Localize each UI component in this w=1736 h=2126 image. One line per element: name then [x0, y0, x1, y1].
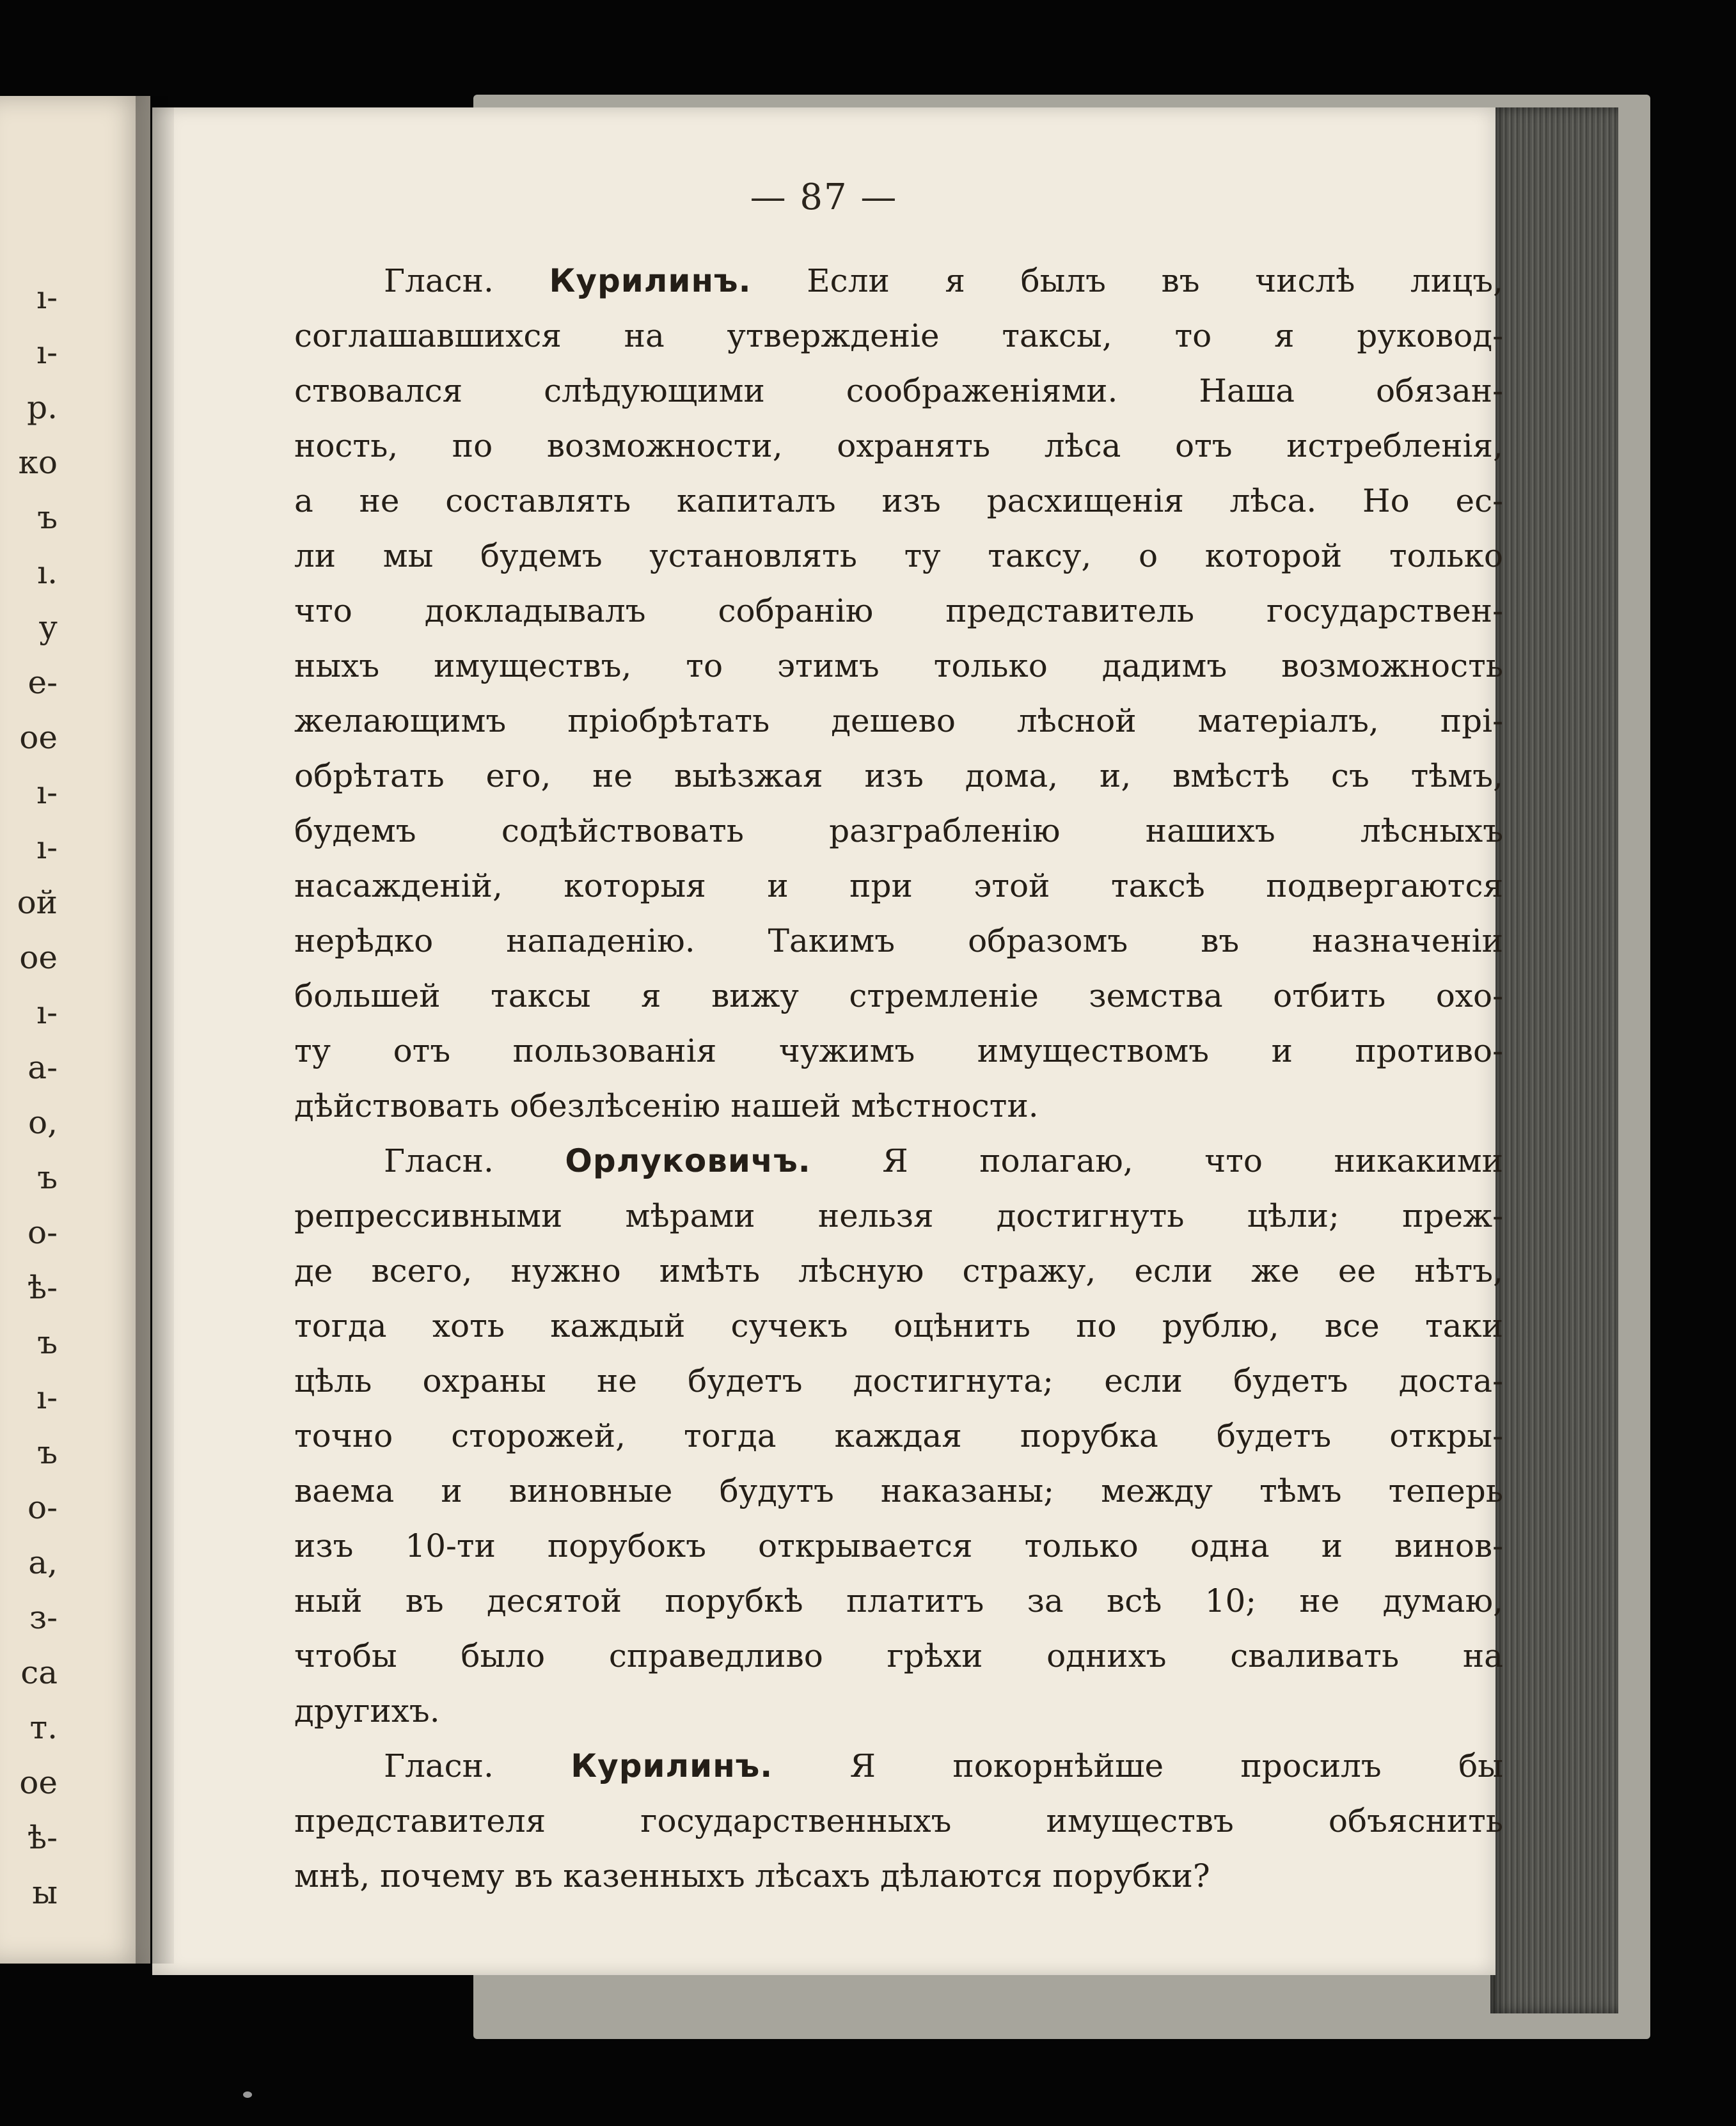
- speaker-name: Курилинъ.: [571, 1747, 773, 1784]
- previous-page-fragment: ъ: [37, 1159, 58, 1196]
- text-line: нерѣдко нападенію. Такимъ образомъ въ назначеніи: [294, 922, 1503, 959]
- previous-page-fragment: ı-: [36, 994, 58, 1031]
- text-line: представителя государственныхъ имуществъ объяснить: [294, 1802, 1503, 1839]
- previous-page-fragment: о-: [28, 1489, 58, 1526]
- previous-page-fragment: ко: [18, 444, 58, 481]
- text-line: изъ 10-ти порубокъ открывается только одна и винов-: [294, 1527, 1503, 1564]
- previous-page-fragment: ъ: [37, 1434, 58, 1471]
- paragraph: [294, 253, 1503, 1133]
- speaker-name: Орлуковичъ.: [565, 1142, 811, 1179]
- text-line: большей таксы я вижу стремленіе земства отбить охо-: [294, 977, 1503, 1014]
- paragraph: [294, 1738, 1503, 1903]
- page-edges: [1490, 107, 1618, 2013]
- text-line: ствовался слѣдующими соображеніями. Наша обязан-: [294, 372, 1503, 409]
- text-line: а не составлять капиталъ изъ расхищенія лѣса. Но ес-: [294, 482, 1503, 519]
- previous-page-fragment: о-: [28, 1214, 58, 1251]
- page-body: [294, 253, 1503, 1903]
- text-line: ваема и виновные будутъ наказаны; между тѣмъ теперь: [294, 1472, 1503, 1509]
- previous-page-fragment: ı.: [37, 554, 58, 591]
- previous-page-fragment: ъ: [37, 499, 58, 536]
- speaker-title: Гласн.: [384, 1142, 494, 1179]
- previous-page-fragment: ı-: [36, 829, 58, 866]
- speaker-title: Гласн.: [384, 262, 494, 299]
- previous-page-fragment: а-: [28, 1049, 58, 1086]
- text-line: мнѣ, почему въ казенныхъ лѣсахъ дѣлаются порубки?: [294, 1857, 1210, 1894]
- text-line: [294, 1738, 1503, 1793]
- speaker-title: Гласн.: [384, 1747, 494, 1784]
- text-line: чтобы было справедливо грѣхи однихъ сваливать на: [294, 1637, 1503, 1674]
- text-line: [294, 253, 1503, 308]
- previous-page-fragment: ое: [19, 1764, 58, 1801]
- text-line: другихъ.: [294, 1692, 440, 1729]
- dust-speck: [243, 2091, 252, 2098]
- previous-page-fragment: у: [38, 609, 58, 646]
- text-line: соглашавшихся на утвержденіе таксы, то я руковод-: [294, 317, 1503, 354]
- previous-page-fragment: е-: [28, 664, 58, 701]
- text-line: тогда хоть каждый сучекъ оцѣнить по рублю, все таки: [294, 1307, 1503, 1344]
- previous-page-fragment: з-: [29, 1599, 58, 1636]
- book-gutter: [136, 96, 174, 1964]
- previous-page-fragment: ѣ-: [27, 1269, 58, 1306]
- previous-page-text-fragments: [0, 270, 58, 1920]
- text-line: ли мы будемъ установлять ту таксу, о которой только: [294, 537, 1503, 574]
- text-line: де всего, нужно имѣть лѣсную стражу, если же ее нѣтъ,: [294, 1252, 1503, 1289]
- text-line: [294, 1133, 1503, 1188]
- text-line: что докладывалъ собранію представитель государствен-: [294, 592, 1503, 629]
- text-line: желающимъ пріобрѣтать дешево лѣсной матеріалъ, прі-: [294, 702, 1503, 739]
- text-line: ныхъ имуществъ, то этимъ только дадимъ возможность: [294, 647, 1503, 684]
- page-number: — 87 —: [750, 177, 898, 218]
- speaker-name: Курилинъ.: [549, 262, 752, 299]
- text-line: ность, по возможности, охранять лѣса отъ истребленія,: [294, 427, 1503, 464]
- previous-page-fragment: р.: [27, 389, 58, 426]
- text-line: ный въ десятой порубкѣ платитъ за всѣ 10; не думаю,: [294, 1582, 1503, 1619]
- previous-page-fragment: ѣ-: [27, 1819, 58, 1856]
- text-line: цѣль охраны не будетъ достигнута; если будетъ доста-: [294, 1362, 1503, 1399]
- previous-page: [0, 96, 150, 1964]
- previous-page-fragment: ое: [19, 939, 58, 976]
- text-line: ту отъ пользованія чужимъ имуществомъ и противо-: [294, 1032, 1503, 1069]
- previous-page-fragment: ı-: [36, 1379, 58, 1416]
- previous-page-fragment: ое: [19, 719, 58, 756]
- line-text: Я полагаю, что никакими: [882, 1142, 1503, 1179]
- previous-page-fragment: ы: [32, 1874, 58, 1911]
- previous-page-fragment: ой: [17, 884, 58, 921]
- previous-page-fragment: са: [20, 1654, 58, 1691]
- previous-page-fragment: ı-: [36, 334, 58, 371]
- previous-page-fragment: ъ: [37, 1324, 58, 1361]
- previous-page-fragment: т.: [29, 1709, 58, 1746]
- text-line: будемъ содѣйствовать разграбленію нашихъ лѣсныхъ: [294, 812, 1503, 849]
- text-line: обрѣтать его, не выѣзжая изъ дома, и, вмѣстѣ съ тѣмъ,: [294, 757, 1503, 794]
- current-page: [152, 107, 1503, 1975]
- paragraph: [294, 1133, 1503, 1738]
- line-text: Если я былъ въ числѣ лицъ,: [807, 262, 1503, 299]
- previous-page-fragment: о,: [28, 1104, 58, 1141]
- text-line: точно сторожей, тогда каждая порубка будетъ откры-: [294, 1417, 1503, 1454]
- text-line: дѣйствовать обезлѣсенію нашей мѣстности.: [294, 1087, 1039, 1124]
- line-text: Я покорнѣйше просилъ бы: [849, 1747, 1503, 1784]
- previous-page-fragment: ı-: [36, 774, 58, 811]
- previous-page-fragment: а,: [28, 1544, 58, 1581]
- text-line: репрессивными мѣрами нельзя достигнуть цѣли; преж-: [294, 1197, 1503, 1234]
- text-line: насажденій, которыя и при этой таксѣ подвергаются: [294, 867, 1503, 904]
- previous-page-fragment: ı-: [36, 279, 58, 316]
